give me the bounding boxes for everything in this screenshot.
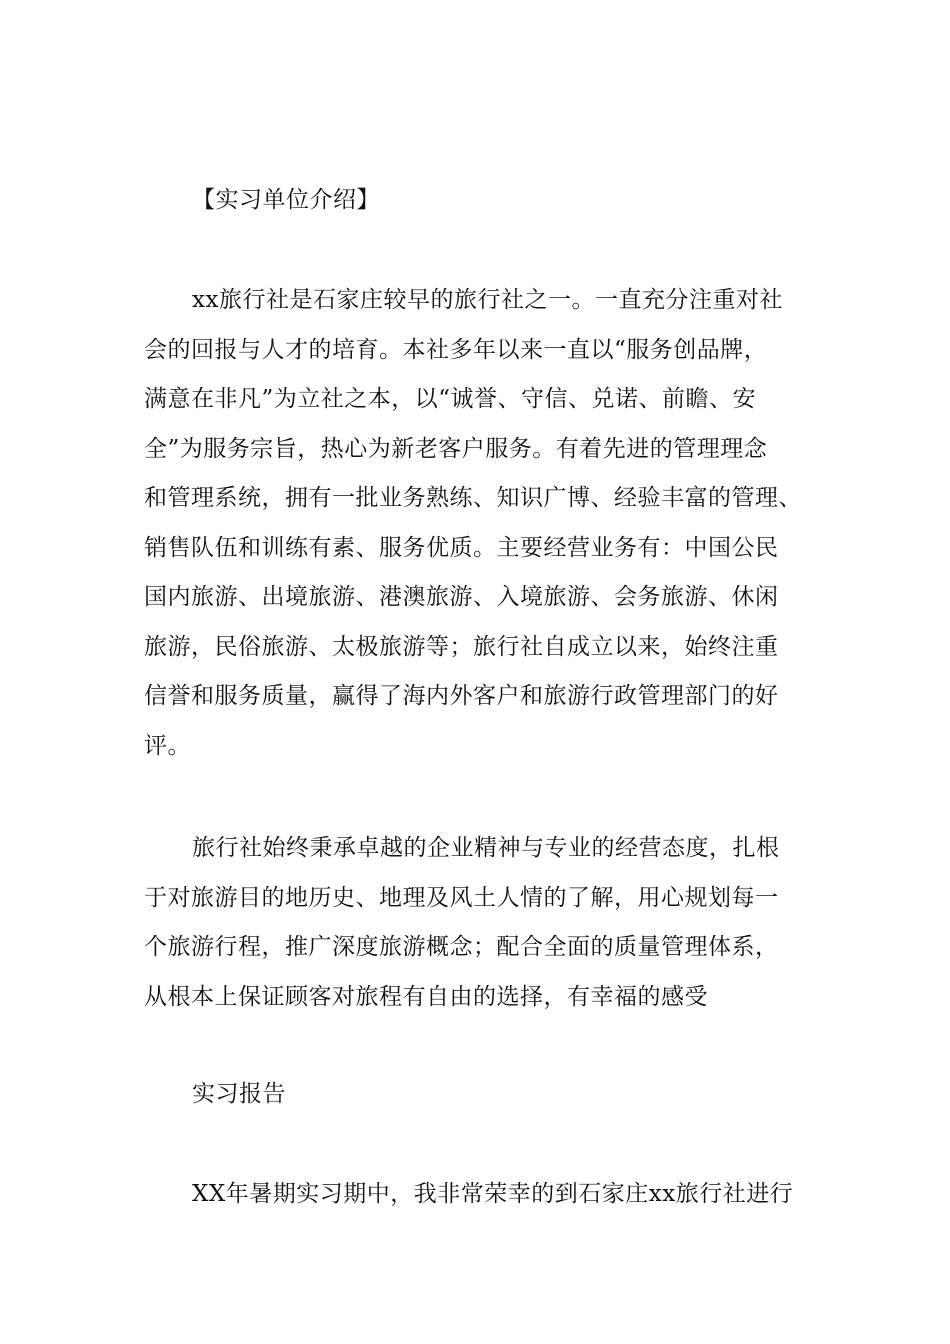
paragraph-line: 全”为服务宗旨，热心为新老客户服务。有着先进的管理理念 [144,435,768,462]
paragraph-line: 国内旅游、出境旅游、港澳旅游、入境旅游、会务旅游、休闲 [144,584,779,610]
paragraph-report-start [144,1170,824,1220]
paragraph-line: 评。 [144,732,191,759]
paragraph-line: 满意在非凡”为立社之本，以“诚誉、守信、兑诺、前瞻、安 [144,386,757,412]
paragraph-line: 和管理系统，拥有一批业务熟练、知识广博、经验丰富的管理、 [144,485,802,511]
paragraph-line: 旅游，民俗旅游、太极旅游等；旅行社自成立以来，始终注重 [144,633,779,660]
paragraph-line: 从根本上保证顾客对旅程有自由的选择，有幸福的感受 [144,983,708,1010]
paragraph-line: 个旅游行程，推广深度旅游概念；配合全面的质量管理体系， [144,934,779,960]
paragraph-line: 信誉和服务质量，赢得了海内外客户和旅游行政管理部门的好 [144,683,779,709]
paragraph-line: 会的回报与人才的培育。本社多年以来一直以“服务创品牌， [144,336,768,363]
report-heading-text: 实习报告 [192,1081,286,1107]
paragraph-line: 于对旅游目的地历史、地理及风土人情的了解，用心规划每一 [144,884,779,911]
paragraph-line: 旅行社始终秉承卓越的企业精神与专业的经营态度，扎根 [192,835,780,861]
report-heading [144,1070,824,1120]
paragraph-line: 销售队伍和训练有素、服务优质。主要经营业务有：中国公民 [144,534,779,561]
section-heading [144,176,824,226]
paragraph-company-intro [144,276,824,771]
section-heading-text: 【实习单位介绍】 [192,187,380,213]
paragraph-company-spirit [144,824,824,1022]
paragraph-line: xx旅行社是石家庄较早的旅行社之一。一直充分注重对社 [192,287,783,313]
paragraph-line: XX年暑期实习期中，我非常荣幸的到石家庄xx旅行社进行 [192,1181,794,1207]
